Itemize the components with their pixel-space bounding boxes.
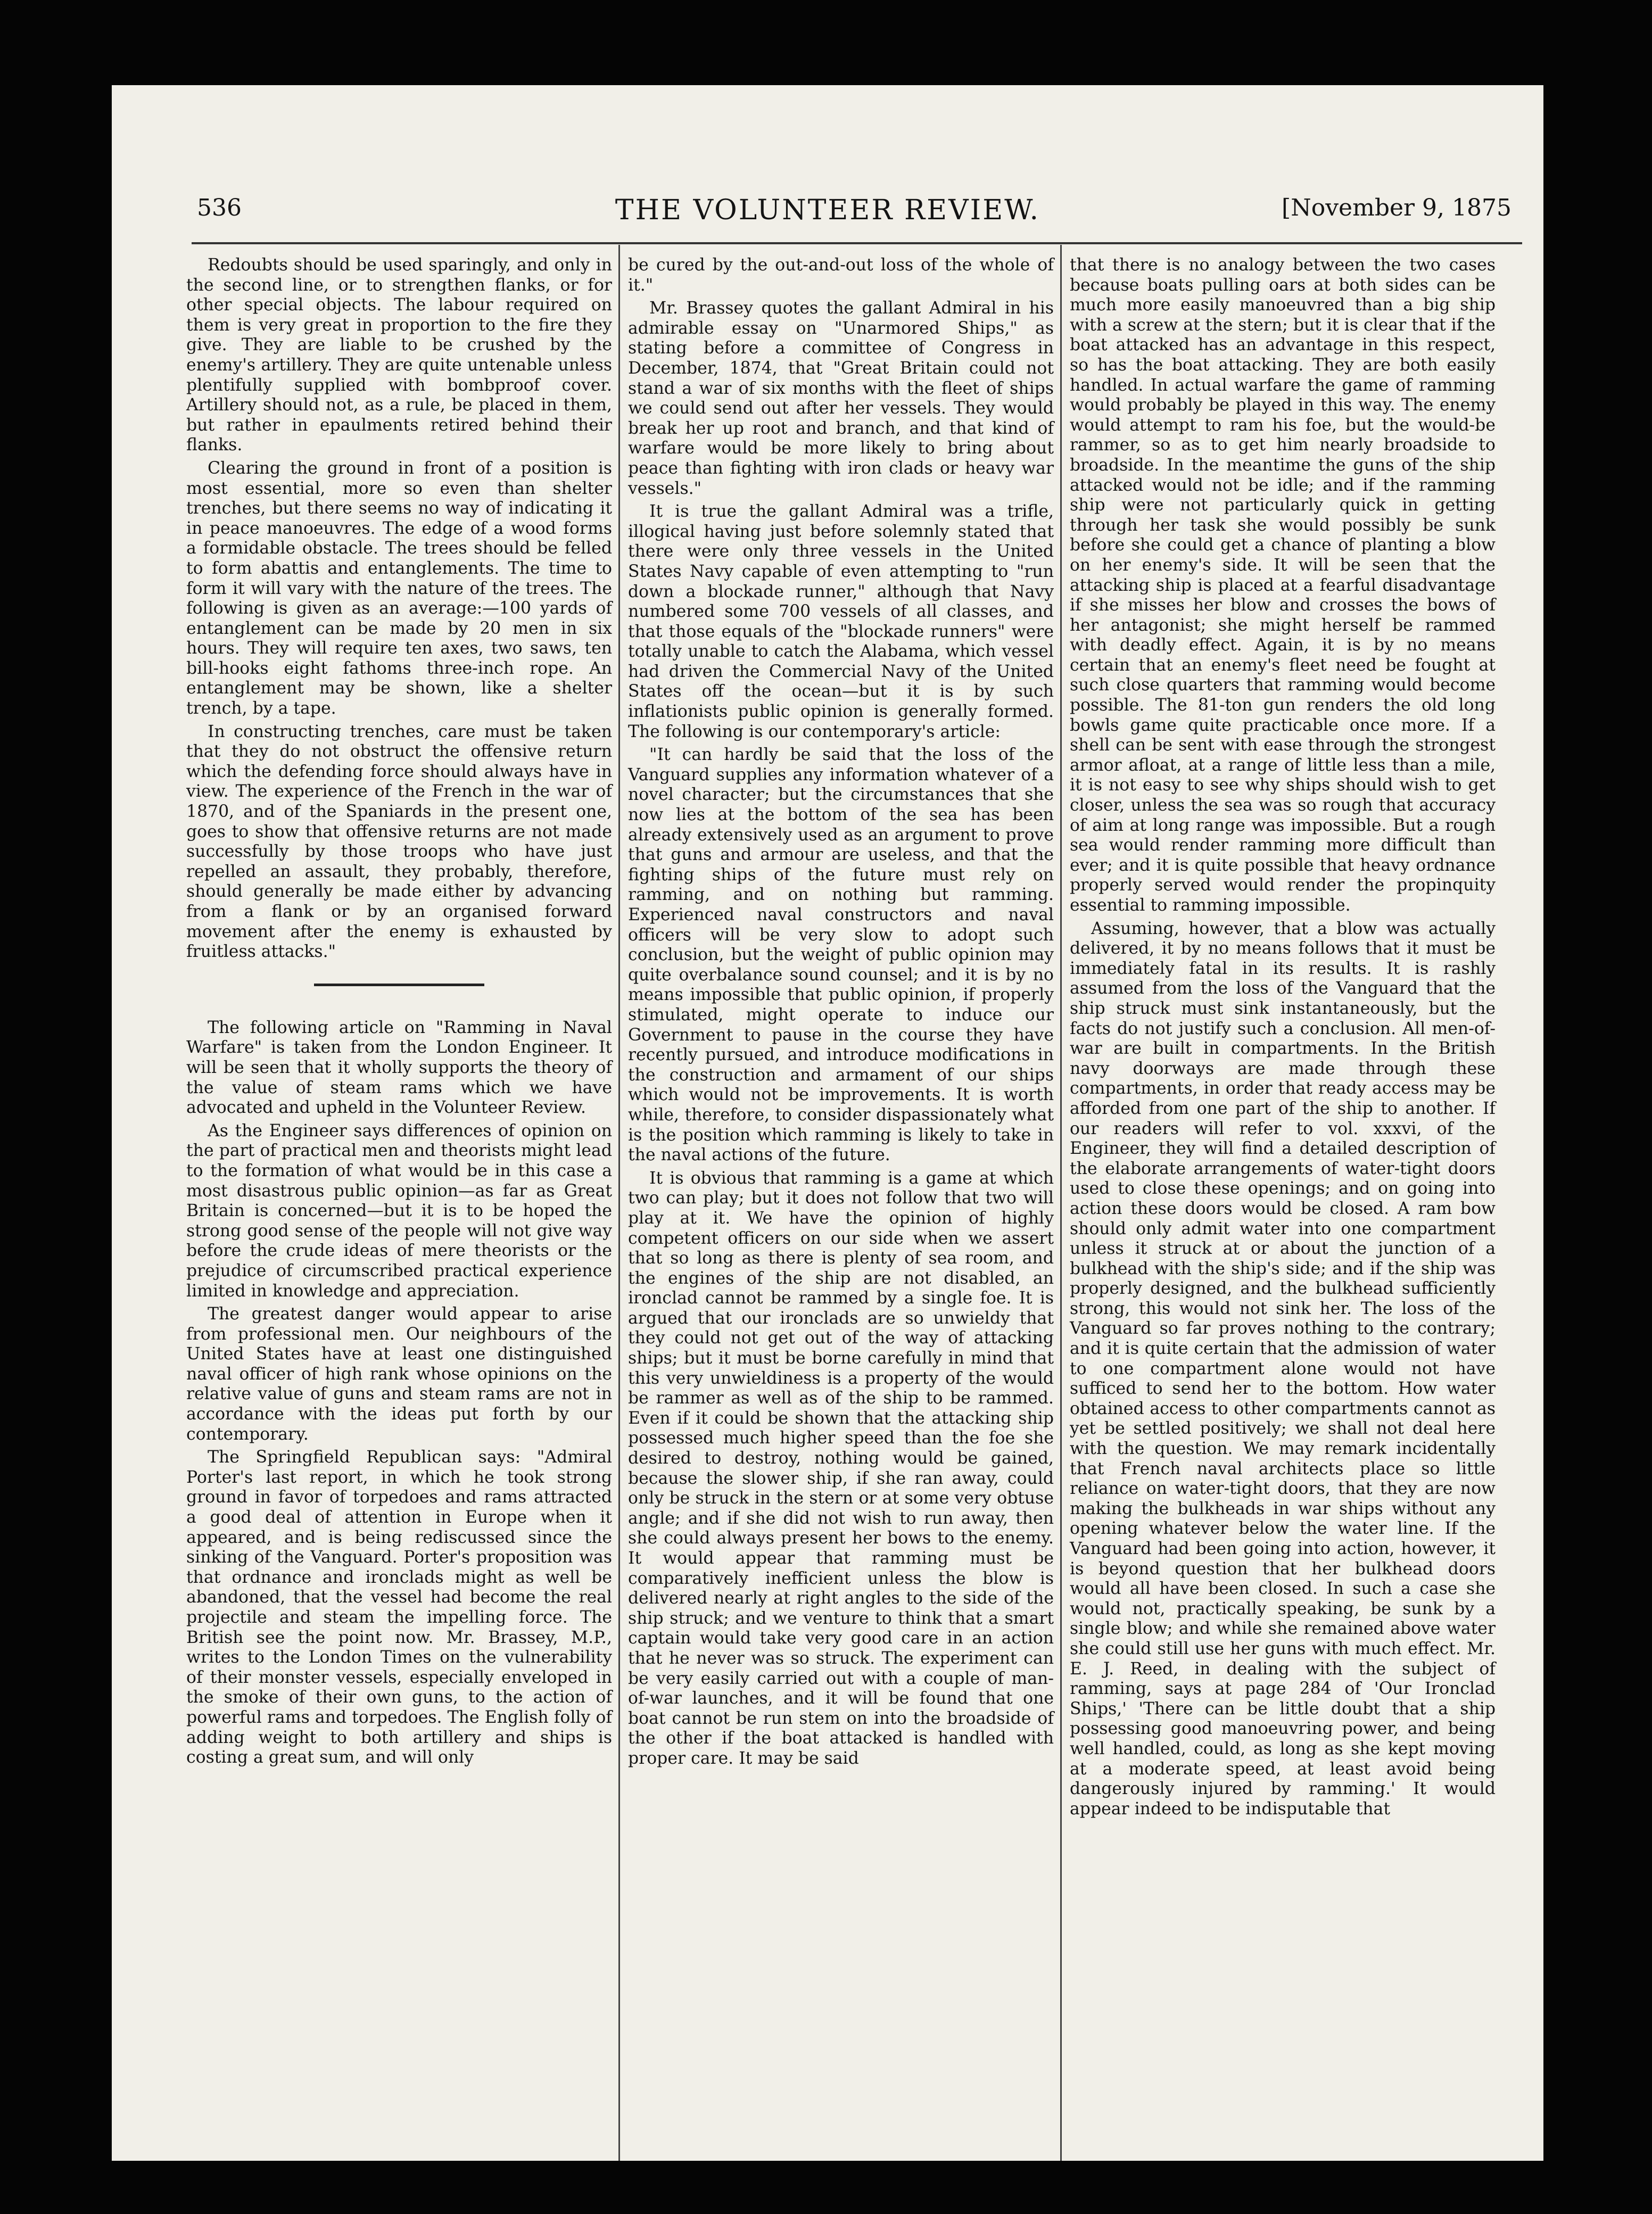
column-divider [618, 245, 620, 2161]
paragraph: The following article on "Ramming in Naval Warfare" is taken from the London Engineer. It will be seen that it wholly supports the theory of the value of steam rams which we have advocated and upheld in the Volunteer Review. [186, 1018, 612, 1118]
paragraph: In constructing trenches, care must be taken that they do not obstruct the offensive return which the defending force should always have in view. The experience of the French in the war of 1870, and of the Spaniards in the present one, goes to show that offensive returns are not made successfully by those troops who have just repelled an assault, they probably, therefore, should generally be made either by advancing from a flank or by an organised forward movement after the enemy is exhausted by fruitless attacks." [186, 722, 612, 962]
text-column-3 [1070, 255, 1496, 1822]
publication-title: THE VOLUNTEER REVIEW. [615, 194, 1040, 226]
paragraph: The greatest danger would appear to arise from professional men. Our neighbours of the United States have at least one distinguished naval officer of high rank whose opinions on the relative value of guns and steam rams are not in accordance with the ideas put forth by our contemporary. [186, 1304, 612, 1444]
paragraph: that there is no analogy between the two cases because boats pulling oars at both sides can be much more easily manoeuvred than a big ship with a screw at the stern; but it is clear that if the boat attacked has an advantage in this respect, so has the boat attacking. They are both easily handled. In actual warfare the game of ramming would probably be played in this way. The enemy would attempt to ram his foe, but the would-be rammer, so as to get him nearly broadside to broadside. In the meantime the guns of the ship attacked would not be idle; and if the ramming ship were not particularly quick in getting through her task she would possibly be sunk before she could get a chance of planting a blow on her enemy's side. It will be seen that the attacking ship is placed at a fearful disadvantage if she misses her blow and crosses the bows of her antagonist; she might herself be rammed with deadly effect. Again, it is by no means certain that an enemy's fleet need be fought at such close quarters that ramming would become possible. The 81-ton gun renders the old long bowls game quite practicable once more. If a shell can be sent with ease through the strongest armor afloat, at a range of little less than a mile, it is not easy to see why ships should wish to get closer, unless the sea was so rough that accuracy of aim at long range was impossible. But a rough sea would render ramming more difficult than ever; and it is quite possible that heavy ordnance properly served would render the propinquity essential to ramming impossible. [1070, 255, 1496, 915]
paragraph: be cured by the out-and-out loss of the whole of it." [628, 255, 1054, 295]
paragraph: Mr. Brassey quotes the gallant Admiral in his admirable essay on "Unarmored Ships," as stating before a committee of Congress in December, 1874, that "Great Britain could not stand a war of six months with the fleet of ships we could send out after her vessels. They would break her up root and branch, and that kind of warfare would be more likely to bring about peace than fighting with iron clads or heavy war vessels." [628, 299, 1054, 498]
article-separator [314, 984, 484, 986]
header-rule [192, 242, 1522, 244]
page-number: 536 [197, 194, 242, 221]
paragraph: It is true the gallant Admiral was a trifle, illogical having just before solemnly stated that there were only three vessels in the United States Navy capable of even attempting to "run down a blockade runner," although that Navy numbered some 700 vessels of all classes, and that those equals of the "blockade runners" were totally unable to catch the Alabama, which vessel had driven the Commercial Navy of the United States off the ocean—but it is by such inflationists public opinion is generally formed. The following is our contemporary's article: [628, 502, 1054, 741]
paragraph: It is obvious that ramming is a game at which two can play; but it does not follow that two will play at it. We have the opinion of highly competent officers on our side when we assert that so long as there is plenty of sea room, and the engines of the ship are not disabled, an ironclad cannot be rammed by a single foe. It is argued that our ironclads are so unwieldy that they could not get out of the way of attacking ships; but it must be borne carefully in mind that this very unwieldiness is a property of the would be rammer as well as of the ship to be rammed. Even if it could be shown that the attacking ship possessed much higher speed than the foe she desired to destroy, nothing would be gained, because the slower ship, if she ran away, could only be struck in the stern or at some very obtuse angle; and if she did not wish to run away, then she could always present her bows to the enemy. It would appear that ramming must be comparatively inefficient unless the blow is delivered nearly at right angles to the side of the ship struck; and we venture to think that a smart captain would take very good care in an action that he never was so struck. The experiment can be very easily carried out with a couple of man-of-war launches, and it will be found that one boat cannot be run stem on into the broadside of the other if the boat attacked is handled with proper care. It may be said [628, 1168, 1054, 1768]
column-divider [1060, 245, 1062, 2161]
text-column-2 [628, 255, 1054, 1772]
text-column-1 [186, 255, 612, 1771]
paragraph: Redoubts should be used sparingly, and only in the second line, or to strengthen flanks, or for other special objects. The labour required on them is very great in proportion to the fire they give. They are liable to be crushed by the enemy's artillery. They are quite untenable unless plentifully supplied with bombproof cover. Artillery should not, as a rule, be placed in them, but rather in epaulments retired behind their flanks. [186, 255, 612, 455]
paragraph: The Springfield Republican says: "Admiral Porter's last report, in which he took strong ground in favor of torpedoes and rams attracted a good deal of attention in Europe when it appeared, and is being rediscussed since the sinking of the Vanguard. Porter's proposition was that ordnance and ironclads might as well be abandoned, that the vessel had become the real projectile and steam the impelling force. The British see the point now. Mr. Brassey, M.P., writes to the London Times on the vulnerability of their monster vessels, especially enveloped in the smoke of their own guns, to the action of powerful rams and torpedoes. The English folly of adding weight to both artillery and ships is costing a great sum, and will only [186, 1448, 612, 1767]
paragraph: Assuming, however, that a blow was actually delivered, it by no means follows that it must be immediately fatal in its results. It is rashly assumed from the loss of the Vanguard that the ship struck must sink instantaneously, but the facts do not justify such a conclusion. All men-of-war are built in compartments. In the British navy doorways are made through these compartments, in order that ready access may be afforded from one part of the ship to another. If our readers will refer to vol. xxxvi, of the Engineer, they will find a detailed description of the elaborate arrangements of water-tight doors used to close these openings; and on going into action these doors would be closed. A ram bow should only admit water into one compartment unless it struck at or about the junction of a bulkhead with the ship's side; and if the ship was properly designed, and the bulkhead sufficiently strong, this would not sink her. The loss of the Vanguard so far proves nothing to the contrary; and it is quite certain that the admission of water to one compartment alone would not have sufficed to send her to the bottom. How water obtained access to other compartments cannot as yet be settled positively; we shall not deal here with the question. We may remark incidentally that French naval architects place so little reliance on water-tight doors, that they are now making the bulkheads in war ships without any opening whatever below the water line. If the Vanguard had been going into action, however, it is beyond question that her bulkhead doors would all have been closed. In such a case she would not, practically speaking, be sunk by a single blow; and while she remained above water she could still use her guns with much effect. Mr. E. J. Reed, in dealing with the subject of ramming, says at page 284 of 'Our Ironclad Ships,' 'There can be little doubt that a ship possessing good manoeuvring power, and being well handled, could, as long as she kept moving at a moderate speed, at least avoid being dangerously injured by ramming.' It would appear indeed to be indisputable that [1070, 919, 1496, 1819]
issue-date: [November 9, 1875 [1282, 194, 1511, 221]
paragraph: Clearing the ground in front of a position is most essential, more so even than shelter trenches, but there seems no way of indicating it in peace manoeuvres. The edge of a wood forms a formidable obstacle. The trees should be felled to form abattis and entanglements. The time to form it will vary with the nature of the trees. The following is given as an average:—100 yards of entanglement can be made by 20 men in six hours. They will require ten axes, two saws, ten bill-hooks eight fathoms three-inch rope. An entanglement may be shown, like a shelter trench, by a tape. [186, 458, 612, 718]
newspaper-page [112, 85, 1543, 2161]
paragraph: As the Engineer says differences of opinion on the part of practical men and theorists might lead to the formation of what would be in this case a most disastrous public opinion—as far as Great Britain is concerned—but it is to be hoped the strong good sense of the people will not give way before the crude ideas of mere theorists or the prejudice of circumscribed practical experience limited in knowledge and appreciation. [186, 1121, 612, 1301]
paragraph: "It can hardly be said that the loss of the Vanguard supplies any information whatever of a novel character; but the circumstances that she now lies at the bottom of the sea has been already extensively used as an argument to prove that guns and armour are useless, and that the fighting ships of the future must rely on ramming, and on nothing but ramming. Experienced naval constructors and naval officers will be very slow to adopt such conclusion, but the weight of public opinion may quite overbalance sound counsel; and it is by no means impossible that public opinion, if properly stimulated, might operate to induce our Government to pause in the course they have recently pursued, and introduce modifications in the construction and armament of our ships which would not be improvements. It is worth while, therefore, to consider dispassionately what is the position which ramming is likely to take in the naval actions of the future. [628, 745, 1054, 1165]
